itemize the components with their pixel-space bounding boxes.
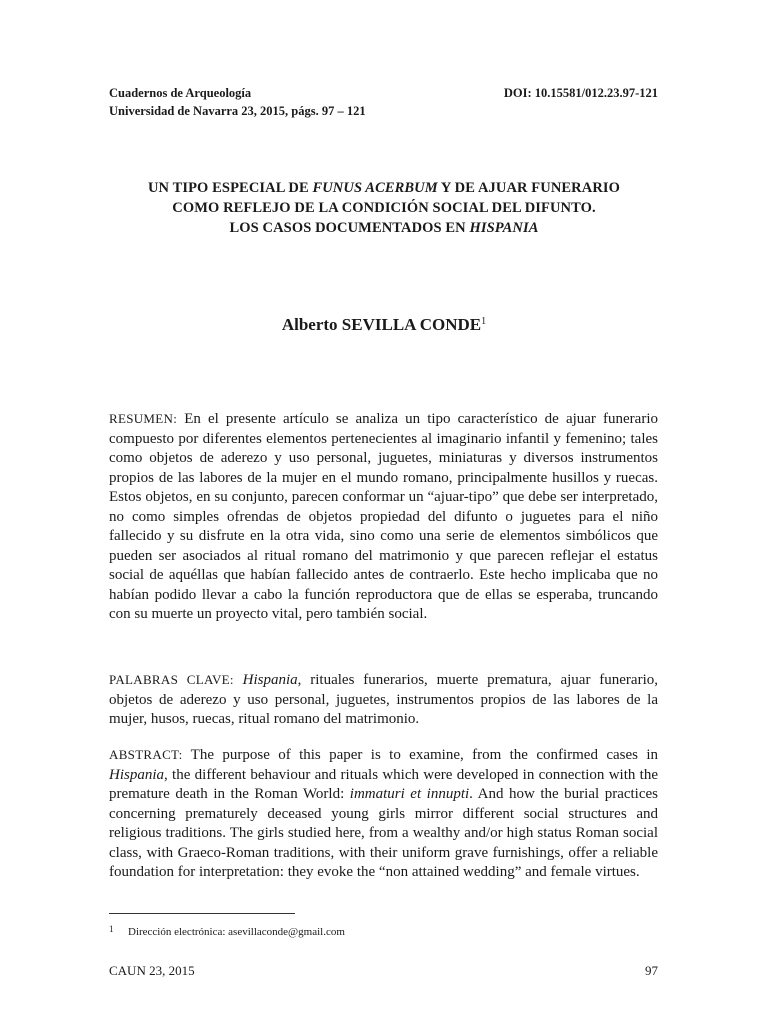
keywords-paragraph [109, 670, 658, 730]
title-line-2: COMO REFLEJO DE LA CONDICIÓN SOCIAL DEL DIFUNTO. [172, 200, 596, 216]
page-number: 97 [645, 963, 658, 978]
keywords-italic: Hispania [242, 672, 298, 688]
keywords-label: PALABRAS CLAVE: [109, 672, 234, 687]
footnote-text: Dirección electrónica: asevillaconde@gmail.com [128, 926, 345, 938]
footnote-number: 1 [109, 924, 114, 934]
page-footer [109, 963, 658, 979]
abstract-italic-hispania: Hispania [109, 766, 165, 783]
footnote [109, 922, 658, 939]
abstract-label: ABSTRACT: [109, 747, 183, 762]
title-line-1: UN TIPO ESPECIAL DE FUNUS ACERBUM Y DE AJUAR FUNERARIO [147, 180, 621, 196]
title-line-3: LOS CASOS DOCUMENTADOS EN HISPANIA [229, 220, 539, 236]
author-footnote-mark: 1 [481, 316, 487, 327]
author [0, 315, 768, 335]
keywords-text: , rituales funerarios, muerte prematura, ajuar funerario, objetos de aderezo y uso personal, juguetes, instrumentos propios de las labores de la mujer, husos, ruecas, ritual romano del matrimonio. [109, 672, 658, 727]
footer-journal: CAUN 23, 2015 [109, 963, 195, 978]
abstract-italic-latin: immaturi et innupti [349, 786, 470, 802]
author-name: Alberto SEVILLA CONDE [281, 315, 482, 334]
article-title [100, 178, 668, 238]
journal-name: Cuadernos de Arqueología [109, 86, 252, 100]
title-italic-term: FUNUS ACERBUM [312, 180, 438, 196]
abstract-paragraph: ABSTRACT: The purpose of this paper is to examine, from the confirmed cases in Hispania, the different behaviour and rituals which were developed in connection with the premature death in the Roman World: immaturi et innupti. And how the burial practices concerning prematurely deceased young girls mirror different social structures and religious traditions. The girls studied here, from a wealthy and/or high status Roman social class, with Graeco-Roman traditions, with their uniform grave furnishings, offer a reliable foundation for interpretation: they evoke the “non attained wedding” and female virtues. [109, 747, 658, 880]
doi: DOI: 10.15581/012.23.97-121 [503, 86, 658, 100]
footnote-rule [109, 913, 295, 914]
resumen-paragraph [109, 409, 658, 625]
journal-header [109, 84, 658, 120]
resumen-label: RESUMEN: [109, 411, 178, 426]
publisher-line: Universidad de Navarra 23, 2015, págs. 97 – 121 [109, 104, 366, 118]
title-italic-place: HISPANIA [469, 220, 539, 236]
resumen-text: En el presente artículo se analiza un tipo característico de ajuar funerario compuesto por diferentes elementos pertenecientes al imaginario infantil y femenino; tales como objetos de aderezo y uso personal, juguetes, miniaturas y diversos instrumentos propios de las labores de la mujer en el mundo romano, principalmente husillos y ruecas. Estos objetos, en su conjunto, parecen conformar un “ajuar-tipo” que debe ser interpretado, no como simples ofrendas de objetos propiedad del difunto o juguetes para el niño fallecido y su disfrute en la otra vida, sino como una serie de elementos simbólicos que pueden ser asociados al ritual romano del matrimonio y que parecen reflejar el estatus social de aquéllas que habían fallecido antes de contraerlo. Este hecho implicaba que no habían podido llevar a cabo la función reproductora que de ellas se esperaba, truncando con su muerte un proyecto vital, pero también social. [109, 411, 658, 622]
